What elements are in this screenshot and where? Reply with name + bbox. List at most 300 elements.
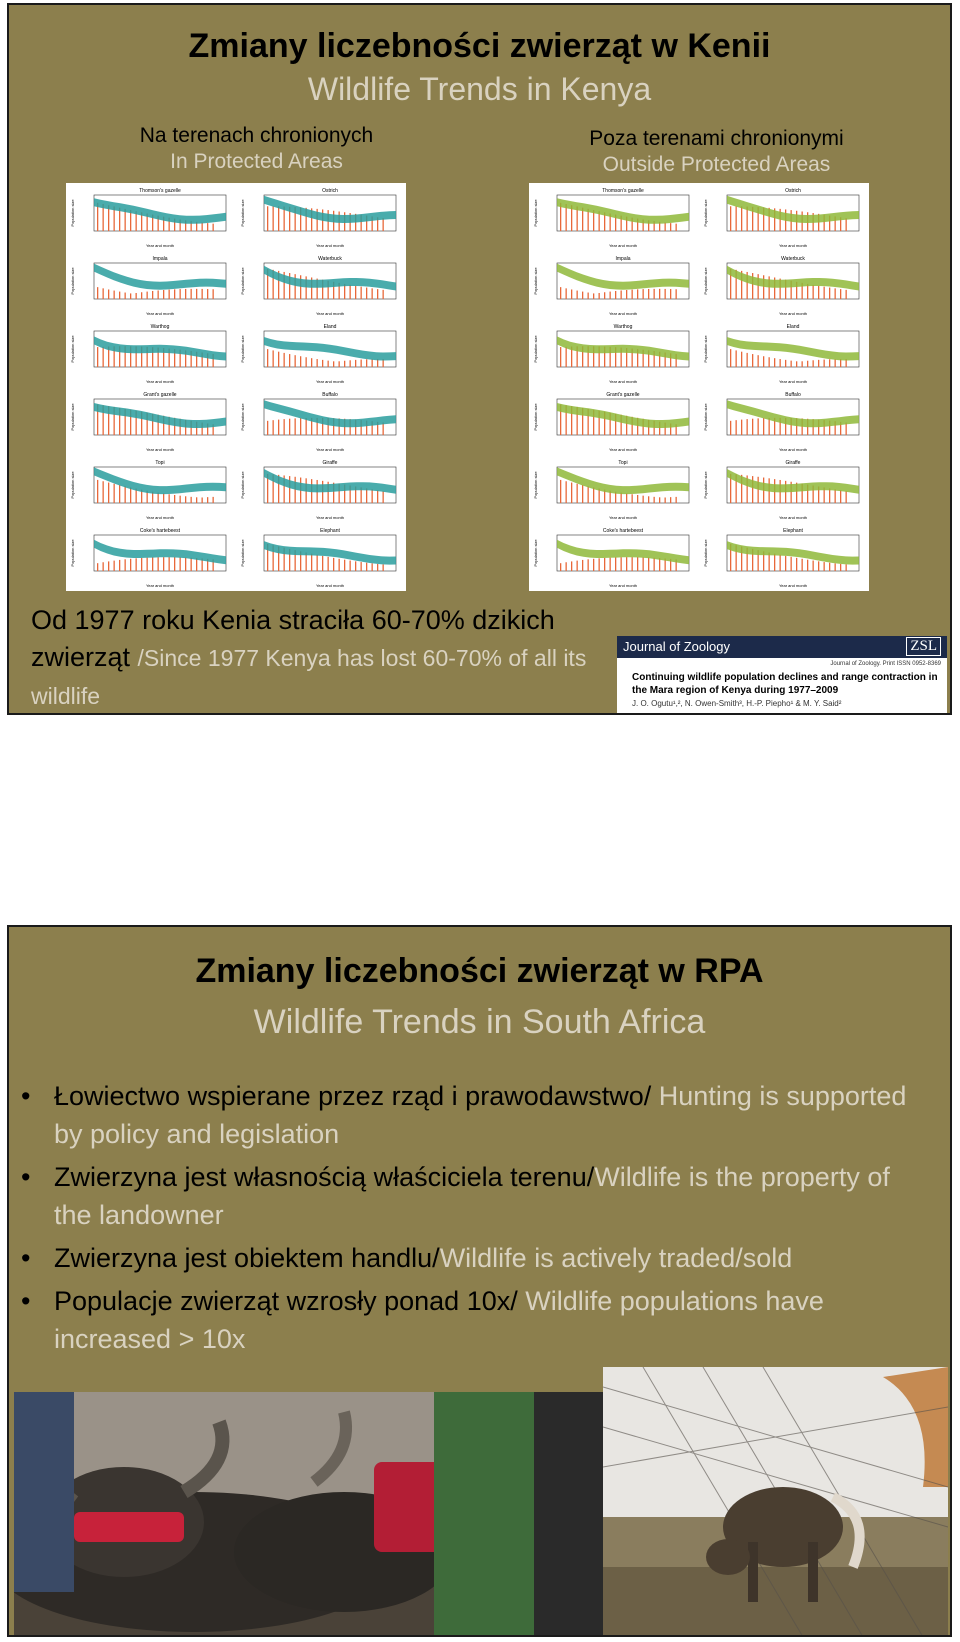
mini-chart-bar	[213, 289, 214, 299]
mini-chart-bar	[383, 491, 384, 503]
mini-chart-xlabel: Year and month	[145, 243, 175, 248]
mini-chart-bar	[621, 557, 622, 571]
mini-chart-bar	[637, 495, 638, 503]
mini-chart-bar	[350, 561, 351, 571]
mini-chart-title: Grant's gazelle	[143, 392, 177, 398]
right-column-heading	[529, 126, 904, 178]
mini-chart-bar	[130, 559, 131, 571]
mini-chart-xlabel: Year and month	[315, 243, 345, 248]
mini-chart-bar	[648, 289, 649, 299]
left-heading-en: In Protected Areas	[170, 150, 343, 173]
mini-chart-bar	[648, 496, 649, 503]
mini-chart-bar	[582, 485, 583, 503]
mini-chart-xlabel: Year and month	[608, 583, 638, 588]
mini-chart-bar	[306, 357, 307, 367]
mini-chart-title: Topi	[618, 460, 628, 466]
mini-chart-bar	[158, 557, 159, 571]
mini-chart-xlabel: Year and month	[778, 583, 808, 588]
mini-chart-bar	[599, 293, 600, 299]
protected-mini-chart	[70, 460, 226, 520]
mini-chart-bar	[207, 289, 208, 299]
mini-chart-title: Warthog	[150, 324, 170, 330]
mini-chart-bar	[300, 418, 301, 435]
mini-chart-bar	[136, 293, 137, 299]
mini-chart-bar	[758, 418, 759, 435]
slide2-title-pl: Zmiany liczebności zwierząt w RPA	[195, 952, 764, 990]
mini-chart-bar	[829, 563, 830, 571]
mini-chart-bar	[344, 361, 345, 367]
article-title: Continuing wildlife population declines and range contraction in the Mara region of Kenya during 1977–2009	[632, 672, 938, 696]
mini-chart-bar	[152, 557, 153, 571]
mini-chart-ylabel: Population size	[703, 539, 708, 567]
mini-chart-bar	[322, 360, 323, 367]
mini-chart-bar	[741, 352, 742, 367]
mini-chart-xlabel: Year and month	[778, 379, 808, 384]
mini-chart-bar	[610, 558, 611, 571]
mini-chart-ylabel: Population size	[533, 199, 538, 227]
journal-issn: Journal of Zoology. Print ISSN 0952-8369	[830, 661, 941, 667]
slide-kenya	[7, 3, 952, 715]
mini-chart-bar	[840, 490, 841, 503]
slide1-title-pl: Zmiany liczebności zwierząt w Kenii	[188, 27, 771, 65]
mini-chart-bar	[97, 480, 98, 503]
mini-chart-bar	[752, 419, 753, 435]
mini-chart-bar	[670, 289, 671, 299]
mini-chart-bar	[643, 557, 644, 571]
mini-chart-bar	[560, 347, 561, 367]
mini-chart-bar	[818, 561, 819, 571]
mini-chart-bar	[169, 494, 170, 503]
bullet-item	[9, 1239, 950, 1277]
mini-chart-bar	[377, 490, 378, 503]
mini-chart-bar	[355, 286, 356, 299]
mini-chart-bar	[566, 562, 567, 571]
mini-chart-xlabel: Year and month	[145, 515, 175, 520]
mini-chart-bar	[769, 357, 770, 367]
mini-chart-bar	[730, 206, 731, 231]
mini-chart-bar	[174, 289, 175, 299]
outside-mini-chart	[533, 460, 689, 520]
mini-chart-bar	[383, 290, 384, 299]
bullet-text-en: Wildlife is the property of the landowner	[54, 1162, 890, 1230]
protected-mini-chart	[70, 188, 226, 248]
bullet-dot: •	[21, 1162, 31, 1192]
zsl-logo: ZSL	[906, 637, 941, 656]
mini-chart-bar	[610, 292, 611, 299]
bullet-dot: •	[21, 1243, 31, 1273]
mini-chart-bar	[119, 560, 120, 571]
mini-chart-bar	[736, 350, 737, 367]
mini-chart-ylabel: Population size	[703, 403, 708, 431]
journal-header-bar	[617, 636, 947, 658]
mini-chart-title: Waterbuck	[781, 256, 805, 262]
mini-chart-bar	[632, 494, 633, 503]
mini-chart-bar	[366, 563, 367, 571]
mini-chart-bar	[125, 486, 126, 503]
right-heading-pl: Poza terenami chronionymi	[589, 127, 844, 150]
mini-chart-bar	[791, 361, 792, 367]
mini-chart-xlabel: Year and month	[608, 243, 638, 248]
protected-mini-chart	[240, 528, 396, 588]
mini-chart-title: Waterbuck	[318, 256, 342, 262]
journal-name: Journal of Zoology	[623, 639, 730, 654]
mini-chart-bar	[626, 493, 627, 503]
mini-chart-bar	[333, 361, 334, 367]
outside-mini-chart	[533, 392, 689, 452]
mini-chart-bar	[169, 557, 170, 571]
mini-chart-bar	[747, 419, 748, 435]
mini-chart-bar	[295, 355, 296, 367]
mini-chart-bar	[621, 290, 622, 299]
mini-chart-bar	[202, 497, 203, 503]
mini-chart-bar	[835, 288, 836, 299]
mini-chart-bar	[632, 290, 633, 299]
mini-chart-bar	[97, 347, 98, 367]
mini-chart-title: Buffalo	[785, 392, 801, 398]
mini-chart-bar	[840, 289, 841, 299]
stat-en: /Since 1977 Kenya has lost 60-70% of all its wildlife	[31, 645, 587, 709]
mini-chart-title: Elephant	[320, 528, 340, 534]
mini-chart-ylabel: Population size	[70, 199, 75, 227]
outside-mini-chart	[533, 188, 689, 248]
mini-chart-bar	[659, 558, 660, 571]
mini-chart-bar	[158, 290, 159, 299]
mini-chart-ylabel: Population size	[240, 267, 245, 295]
mini-chart-bar	[141, 558, 142, 571]
mini-chart-xlabel: Year and month	[145, 379, 175, 384]
mini-chart-bar	[163, 557, 164, 571]
mini-chart-bar	[97, 563, 98, 571]
outside-mini-chart	[703, 392, 859, 452]
mini-chart-bar	[372, 489, 373, 503]
mini-chart-title: Topi	[155, 460, 165, 466]
mini-chart-bar	[273, 350, 274, 367]
mini-chart-bar	[361, 562, 362, 571]
mini-chart-bar	[791, 557, 792, 571]
mini-chart-bar	[361, 360, 362, 367]
mini-chart-ylabel: Population size	[703, 471, 708, 499]
mini-chart-ylabel: Population size	[70, 403, 75, 431]
mini-chart-bar	[626, 557, 627, 571]
mini-chart-bar	[207, 223, 208, 231]
mini-chart-bar	[560, 480, 561, 503]
mini-chart-bar	[665, 289, 666, 299]
mini-chart-bar	[621, 493, 622, 503]
mini-chart-bar	[824, 287, 825, 299]
mini-chart-xlabel: Year and month	[778, 447, 808, 452]
mini-chart-bar	[676, 497, 677, 503]
mini-chart-bar	[185, 289, 186, 299]
mini-chart-bar	[813, 561, 814, 571]
mini-chart-bar	[670, 223, 671, 231]
protected-areas-charts	[66, 183, 406, 591]
outside-mini-chart	[533, 324, 689, 384]
mini-chart-bar	[125, 559, 126, 571]
mini-chart-xlabel: Year and month	[145, 311, 175, 316]
mini-chart-bar	[355, 360, 356, 367]
mini-chart-xlabel: Year and month	[145, 447, 175, 452]
mini-chart-bar	[626, 290, 627, 299]
mini-chart-bar	[267, 421, 268, 435]
mini-chart-title: Ostrich	[322, 188, 338, 194]
mini-chart-bar	[207, 497, 208, 503]
mini-chart-bar	[665, 222, 666, 231]
mini-chart-bar	[593, 487, 594, 503]
mini-chart-bar	[180, 289, 181, 299]
mini-chart-bar	[835, 359, 836, 367]
mini-chart-xlabel: Year and month	[315, 311, 345, 316]
journal-article-snippet	[617, 636, 947, 715]
mini-chart-bar	[163, 290, 164, 299]
mini-chart-bar	[377, 289, 378, 299]
mini-chart-title: Coke's hartebeest	[602, 528, 644, 534]
left-column-heading	[69, 123, 444, 175]
mini-chart-bar	[796, 361, 797, 367]
mini-chart-ylabel: Population size	[703, 335, 708, 363]
mini-chart-bar	[152, 291, 153, 299]
mini-chart-bar	[758, 477, 759, 503]
mini-chart-title: Giraffe	[322, 460, 338, 466]
mini-chart-bar	[747, 353, 748, 367]
mini-chart-bar	[566, 288, 567, 299]
mini-chart-bar	[141, 292, 142, 299]
mini-chart-ylabel: Population size	[533, 335, 538, 363]
mini-chart-bar	[648, 557, 649, 571]
mini-chart-bar	[103, 288, 104, 299]
mini-chart-ylabel: Population size	[240, 199, 245, 227]
bullet-text-pl: Łowiectwo wspierane przez rząd i prawodawstwo/	[54, 1081, 652, 1111]
mini-chart-bar	[763, 418, 764, 435]
mini-chart-bar	[807, 560, 808, 571]
mini-chart-bar	[846, 218, 847, 231]
mini-chart-title: Thomson's gazelle	[602, 188, 644, 194]
mini-chart-bar	[659, 497, 660, 503]
mini-chart-bar	[136, 489, 137, 503]
mini-chart-ylabel: Population size	[533, 539, 538, 567]
bullet-text-pl: Populacje zwierząt wzrosły ponad 10x/	[54, 1286, 518, 1316]
mini-chart-bar	[780, 555, 781, 571]
mini-chart-bar	[372, 563, 373, 571]
mini-chart-bar	[125, 293, 126, 299]
mini-chart-bar	[196, 558, 197, 571]
bullet-dot: •	[21, 1081, 31, 1111]
mini-chart-title: Giraffe	[785, 460, 801, 466]
mini-chart-bar	[114, 291, 115, 299]
mini-chart-bar	[643, 496, 644, 503]
mini-chart-title: Ostrich	[785, 188, 801, 194]
mini-chart-bar	[637, 557, 638, 571]
bullet-dot: •	[21, 1286, 31, 1316]
mini-chart-bar	[103, 347, 104, 367]
mini-chart-ylabel: Population size	[70, 335, 75, 363]
stat-pl: Od 1977 roku Kenia straciła 60-70% dzikich zwierząt	[31, 605, 555, 672]
mini-chart-trend-band	[94, 540, 226, 564]
mini-chart-bar	[108, 561, 109, 571]
mini-chart-ylabel: Population size	[703, 267, 708, 295]
mini-chart-bar	[339, 559, 340, 571]
mini-chart-bar	[136, 558, 137, 571]
bullet-text-pl: Zwierzyna jest obiektem handlu/	[54, 1243, 440, 1273]
mini-chart-bar	[213, 224, 214, 231]
mini-chart-bar	[306, 418, 307, 435]
mini-chart-bar	[577, 561, 578, 571]
mini-chart-bar	[278, 206, 279, 231]
mini-chart-bar	[571, 289, 572, 299]
bullet-list	[9, 1077, 950, 1363]
mini-chart-bar	[158, 493, 159, 503]
mini-chart-bar	[654, 497, 655, 503]
mini-chart-trend-band	[557, 264, 689, 290]
mini-chart-bar	[637, 289, 638, 299]
mini-chart-ylabel: Population size	[70, 471, 75, 499]
mini-chart-bar	[339, 361, 340, 367]
mini-chart-bar	[632, 557, 633, 571]
mini-chart-bar	[835, 489, 836, 503]
protected-mini-chart	[70, 528, 226, 588]
mini-chart-bar	[383, 564, 384, 571]
mini-chart-bar	[180, 496, 181, 503]
mini-chart-bar	[300, 356, 301, 367]
mini-chart-bar	[577, 484, 578, 503]
mini-chart-bar	[103, 562, 104, 571]
mini-chart-bar	[273, 206, 274, 231]
mini-chart-ylabel: Population size	[70, 539, 75, 567]
slide2-title-en: Wildlife Trends in South Africa	[253, 1003, 706, 1041]
mini-chart-bar	[103, 481, 104, 503]
mini-chart-bar	[350, 360, 351, 367]
mini-chart-bar	[202, 289, 203, 299]
mini-chart-xlabel: Year and month	[608, 515, 638, 520]
protected-mini-chart	[240, 324, 396, 384]
mini-chart-bar	[807, 361, 808, 367]
mini-chart-bar	[763, 356, 764, 367]
mini-chart-bar	[785, 360, 786, 367]
mini-chart-bar	[769, 418, 770, 435]
mini-chart-bar	[196, 497, 197, 503]
mini-chart-bar	[267, 206, 268, 231]
outside-protected-charts	[529, 183, 869, 591]
mini-chart-bar	[588, 559, 589, 571]
mini-chart-xlabel: Year and month	[608, 379, 638, 384]
mini-chart-bar	[311, 554, 312, 571]
mini-chart-xlabel: Year and month	[315, 447, 345, 452]
mini-chart-bar	[566, 481, 567, 503]
mini-chart-bar	[196, 289, 197, 299]
mini-chart-bar	[593, 559, 594, 571]
mini-chart-bar	[654, 558, 655, 571]
mini-chart-bar	[846, 491, 847, 503]
bullet-text-en: Wildlife is actively traded/sold	[439, 1243, 793, 1273]
mini-chart-bar	[730, 421, 731, 435]
mini-chart-bar	[289, 354, 290, 367]
mini-chart-title: Eland	[786, 324, 800, 330]
mini-chart-bar	[741, 420, 742, 435]
mini-chart-bar	[818, 286, 819, 299]
mini-chart-ylabel: Population size	[703, 199, 708, 227]
mini-chart-bar	[191, 289, 192, 299]
mini-chart-bar	[119, 485, 120, 503]
protected-mini-chart	[240, 188, 396, 248]
protected-mini-chart	[240, 460, 396, 520]
mini-chart-bar	[295, 477, 296, 503]
mini-chart-bar	[741, 206, 742, 231]
mini-chart-bar	[130, 293, 131, 299]
outside-mini-chart	[703, 460, 859, 520]
mini-chart-bar	[366, 359, 367, 367]
mini-chart-bar	[108, 289, 109, 299]
mini-chart-bar	[796, 558, 797, 571]
mini-chart-bar	[202, 222, 203, 231]
mini-chart-ylabel: Population size	[533, 471, 538, 499]
protected-mini-chart	[70, 256, 226, 316]
outside-mini-chart	[703, 188, 859, 248]
mini-chart-bar	[366, 488, 367, 503]
mini-chart-xlabel: Year and month	[778, 515, 808, 520]
mini-chart-xlabel: Year and month	[778, 243, 808, 248]
protected-mini-chart	[240, 392, 396, 452]
mini-chart-bar	[284, 353, 285, 367]
mini-chart-bar	[366, 288, 367, 299]
mini-chart-bar	[818, 360, 819, 367]
mini-chart-title: Buffalo	[322, 392, 338, 398]
outside-mini-chart	[533, 256, 689, 316]
bullet-text-en: Hunting is supported by policy and legislation	[54, 1081, 907, 1149]
mini-chart-title: Coke's hartebeest	[139, 528, 181, 534]
netted-animal-photo	[603, 1367, 948, 1637]
mini-chart-bar	[185, 496, 186, 503]
mini-chart-trend-band	[94, 264, 226, 290]
mini-chart-bar	[311, 358, 312, 367]
mini-chart-bar	[604, 292, 605, 299]
slide-south-africa	[7, 925, 952, 1637]
mini-chart-bar	[846, 564, 847, 571]
slide1-title-en: Wildlife Trends in Kenya	[307, 71, 652, 107]
mini-chart-bar	[665, 497, 666, 503]
mini-chart-bar	[108, 483, 109, 503]
protected-charts-svg	[66, 183, 406, 591]
mini-chart-bar	[372, 288, 373, 299]
outside-mini-chart	[533, 528, 689, 588]
left-heading-pl: Na terenach chronionych	[139, 124, 374, 147]
mini-chart-bar	[163, 493, 164, 503]
mini-chart-bar	[599, 558, 600, 571]
mini-chart-bar	[604, 558, 605, 571]
mini-chart-bar	[802, 361, 803, 367]
mini-chart-bar	[824, 562, 825, 571]
mini-chart-ylabel: Population size	[533, 403, 538, 431]
mini-chart-bar	[654, 289, 655, 299]
mini-chart-bar	[615, 291, 616, 299]
mini-chart-bar	[643, 289, 644, 299]
mini-chart-bar	[328, 557, 329, 571]
mini-chart-bar	[593, 293, 594, 299]
mini-chart-bar	[377, 564, 378, 571]
mini-chart-bar	[328, 361, 329, 367]
outside-mini-chart	[703, 324, 859, 384]
mini-chart-trend-band	[557, 540, 689, 564]
mini-chart-bar	[829, 288, 830, 299]
mini-chart-bar	[295, 418, 296, 435]
bullet-item	[9, 1158, 950, 1234]
mini-chart-bar	[846, 290, 847, 299]
mini-chart-ylabel: Population size	[240, 403, 245, 431]
mini-chart-bar	[774, 554, 775, 571]
article-authors: J. O. Ogutu¹,², N. Owen-Smith³, H.-P. Piepho¹ & M. Y. Said²	[632, 699, 842, 708]
mini-chart-bar	[185, 557, 186, 571]
mini-chart-xlabel: Year and month	[315, 379, 345, 384]
mini-chart-bar	[566, 347, 567, 367]
mini-chart-bar	[758, 355, 759, 367]
